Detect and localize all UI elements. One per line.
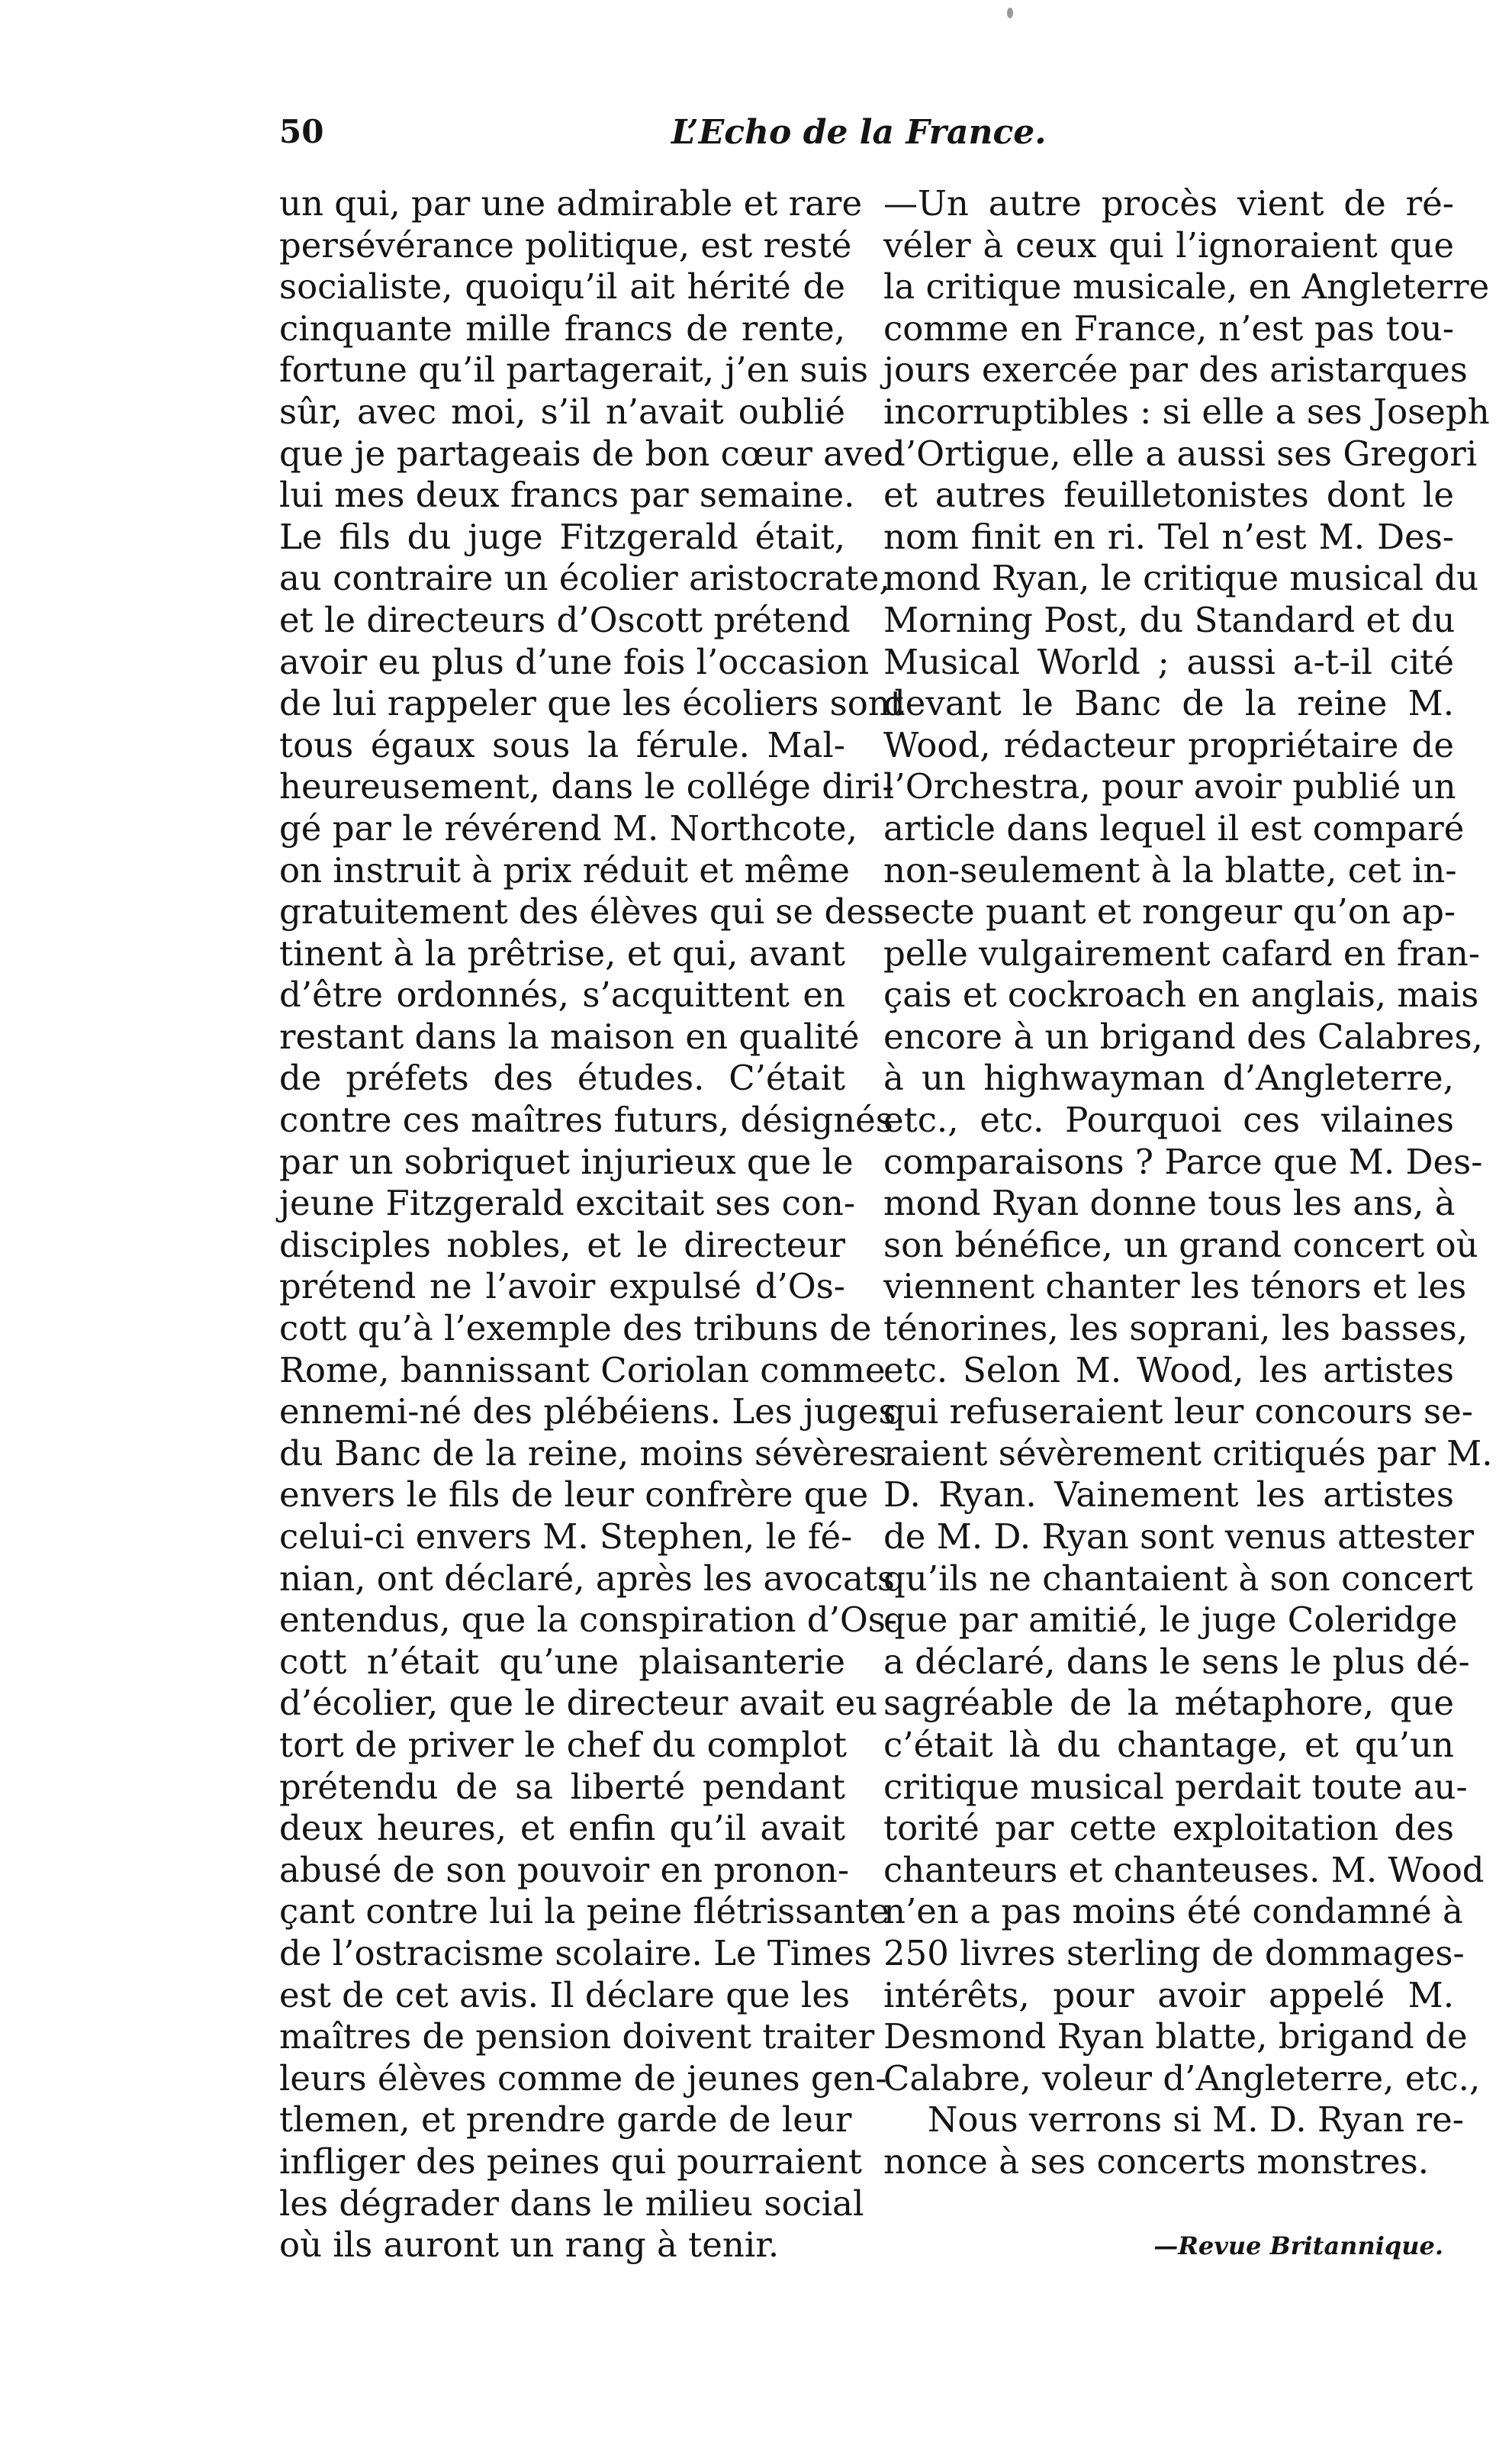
source-signature: —Revue Britannique. bbox=[1153, 2231, 1443, 2260]
text-line: envers le fils de leur confrère que bbox=[279, 1474, 869, 1516]
text-line: ténorines, les soprani, les basses, bbox=[883, 1308, 1469, 1349]
text-line: est de cet avis. Il déclare que les bbox=[279, 1974, 851, 2015]
text-line: secte puant et rongeur qu’on ap- bbox=[883, 891, 1456, 933]
text-line: non-seulement à la blatte, cet in- bbox=[883, 849, 1457, 891]
text-line: Le fils du juge Fitzgerald était, bbox=[279, 516, 845, 557]
text-line: Nous verrons si M. D. Ryan re- bbox=[928, 2099, 1464, 2141]
text-line: n’en a pas moins été condamné à bbox=[883, 1891, 1463, 1932]
text-line: D. Ryan. Vainement les artistes bbox=[883, 1474, 1454, 1516]
text-line: sûr, avec moi, s’il n’avait oublié bbox=[279, 391, 845, 432]
text-line: que je partageais de bon cœur avec bbox=[279, 433, 903, 474]
text-line: disciples nobles, et le directeur bbox=[279, 1224, 845, 1265]
text-line: et autres feuilletonistes dont le bbox=[883, 475, 1454, 516]
text-line: d’écolier, que le directeur avait eu bbox=[279, 1683, 878, 1724]
text-line: chanteurs et chanteuses. M. Wood bbox=[883, 1849, 1485, 1890]
text-line: —Un autre procès vient de ré- bbox=[883, 183, 1454, 224]
text-line: lui mes deux francs par semaine. bbox=[279, 475, 855, 516]
page-number: 50 bbox=[279, 113, 324, 150]
text-line: critique musical perdait toute au- bbox=[883, 1766, 1468, 1807]
text-line: 250 livres sterling de dommages- bbox=[883, 1932, 1465, 1973]
text-line: où ils auront un rang à tenir. bbox=[279, 2224, 780, 2266]
text-line: comme en France, n’est pas tou- bbox=[883, 308, 1454, 349]
text-line: que par amitié, le juge Coleridge bbox=[883, 1599, 1458, 1641]
text-line: intérêts, pour avoir appelé M. bbox=[883, 1974, 1454, 2015]
text-line: cinquante mille francs de rente, bbox=[279, 308, 845, 349]
text-line: comparaisons ? Parce que M. Des- bbox=[883, 1141, 1483, 1182]
text-line: nom finit en ri. Tel n’est M. Des- bbox=[883, 516, 1454, 557]
text-line: on instruit à prix réduit et même bbox=[279, 849, 851, 891]
right-text-column bbox=[883, 183, 1493, 2183]
text-line: véler à ceux qui l’ignoraient que bbox=[883, 224, 1454, 266]
text-line: heureusement, dans le collége diri- bbox=[279, 766, 894, 807]
text-line: nian, ont déclaré, après les avocats bbox=[279, 1558, 896, 1599]
text-line: viennent chanter les ténors et les bbox=[883, 1266, 1467, 1307]
text-line: au contraire un écolier aristocrate, bbox=[279, 558, 890, 599]
text-line: raient sévèrement critiqués par M. bbox=[883, 1432, 1493, 1474]
text-line: c’était là du chantage, et qu’un bbox=[883, 1724, 1454, 1765]
text-line: jours exercée par des aristarques bbox=[883, 350, 1468, 391]
text-line: les dégrader dans le milieu social bbox=[279, 2182, 864, 2224]
text-line: gé par le révérend M. Northcote, bbox=[279, 807, 857, 849]
text-line: de M. D. Ryan sont venus attester bbox=[883, 1516, 1475, 1557]
text-line: tort de priver le chef du complot bbox=[279, 1724, 847, 1765]
text-line: Rome, bannissant Coriolan comme bbox=[279, 1349, 886, 1390]
text-line: tlemen, et prendre garde de leur bbox=[279, 2099, 852, 2141]
text-line: entendus, que la conspiration d’Os- bbox=[279, 1599, 898, 1641]
text-line: avoir eu plus d’une fois l’occasion bbox=[279, 641, 870, 682]
text-line: Musical World ; aussi a-t-il cité bbox=[883, 641, 1454, 682]
ink-smudge bbox=[1007, 8, 1013, 18]
text-line: qui refuseraient leur concours se- bbox=[883, 1391, 1473, 1432]
text-line: de préfets des études. C’était bbox=[279, 1058, 845, 1099]
text-line: sagréable de la métaphore, que bbox=[883, 1683, 1454, 1724]
text-line: incorruptibles : si elle a ses Joseph bbox=[883, 391, 1490, 432]
text-line: contre ces maîtres futurs, désignés bbox=[279, 1100, 893, 1141]
text-line: çant contre lui la peine flétrissante bbox=[279, 1891, 890, 1932]
text-line: tinent à la prêtrise, et qui, avant bbox=[279, 933, 845, 974]
text-line: nonce à ses concerts monstres. bbox=[883, 2141, 1430, 2182]
text-line: abusé de son pouvoir en pronon- bbox=[279, 1849, 850, 1890]
text-line: tous égaux sous la férule. Mal- bbox=[279, 724, 845, 765]
text-line: restant dans la maison en qualité bbox=[279, 1016, 860, 1057]
text-line: un qui, par une admirable et rare bbox=[279, 183, 863, 224]
text-line: devant le Banc de la reine M. bbox=[883, 683, 1454, 724]
text-line: Wood, rédacteur propriétaire de bbox=[883, 724, 1454, 765]
text-line: persévérance politique, est resté bbox=[279, 224, 852, 266]
text-line: prétendu de sa liberté pendant bbox=[279, 1766, 845, 1807]
text-line: de lui rappeler que les écoliers sont bbox=[279, 683, 904, 724]
text-line: l’Orchestra, pour avoir publié un bbox=[883, 766, 1456, 807]
text-line: d’être ordonnés, s’acquittent en bbox=[279, 974, 845, 1016]
text-line: etc., etc. Pourquoi ces vilaines bbox=[883, 1100, 1454, 1141]
text-line: torité par cette exploitation des bbox=[883, 1808, 1454, 1849]
text-line: du Banc de la reine, moins sévères bbox=[279, 1432, 887, 1474]
text-line: de l’ostracisme scolaire. Le Times bbox=[279, 1932, 872, 1973]
text-line: infliger des peines qui pourraient bbox=[279, 2141, 863, 2182]
text-line: cott qu’à l’exemple des tribuns de bbox=[279, 1308, 872, 1349]
text-line: Morning Post, du Standard et du bbox=[883, 599, 1456, 640]
text-line: fortune qu’il partagerait, j’en suis bbox=[279, 350, 869, 391]
text-line: jeune Fitzgerald excitait ses con- bbox=[279, 1183, 856, 1224]
running-title: L’Echo de la France. bbox=[671, 113, 1047, 152]
text-line: la critique musicale, en Angleterre bbox=[883, 266, 1490, 308]
text-line: Calabre, voleur d’Angleterre, etc., bbox=[883, 2057, 1481, 2099]
text-line: gratuitement des élèves qui se des- bbox=[279, 891, 896, 933]
text-line: et le directeurs d’Oscott prétend bbox=[279, 599, 851, 640]
left-text-column bbox=[279, 183, 904, 2266]
text-line: prétend ne l’avoir expulsé d’Os- bbox=[279, 1266, 845, 1307]
text-line: d’Ortigue, elle a aussi ses Gregori bbox=[883, 433, 1478, 474]
text-line: deux heures, et enfin qu’il avait bbox=[279, 1808, 845, 1849]
text-line: maîtres de pension doivent traiter bbox=[279, 2016, 875, 2057]
text-line: qu’ils ne chantaient à son concert bbox=[883, 1558, 1473, 1599]
text-line: à un highwayman d’Angleterre, bbox=[883, 1058, 1454, 1099]
text-line: mond Ryan donne tous les ans, à bbox=[883, 1183, 1456, 1224]
text-line: son bénéfice, un grand concert où bbox=[883, 1224, 1478, 1265]
text-line: celui-ci envers M. Stephen, le fé- bbox=[279, 1516, 853, 1557]
text-line: pelle vulgairement cafard en fran- bbox=[883, 933, 1481, 974]
text-line: cott n’était qu’une plaisanterie bbox=[279, 1641, 845, 1682]
text-line: article dans lequel il est comparé bbox=[883, 807, 1465, 849]
text-line: leurs élèves comme de jeunes gen- bbox=[279, 2057, 887, 2099]
text-line: çais et cockroach en anglais, mais bbox=[883, 974, 1479, 1016]
text-line: par un sobriquet injurieux que le bbox=[279, 1141, 854, 1182]
text-line: Desmond Ryan blatte, brigand de bbox=[883, 2016, 1468, 2057]
text-line: a déclaré, dans le sens le plus dé- bbox=[883, 1641, 1470, 1682]
text-line: ennemi-né des plébéiens. Les juges bbox=[279, 1391, 896, 1432]
text-line: socialiste, quoiqu’il ait hérité de bbox=[279, 266, 845, 308]
text-line: mond Ryan, le critique musical du bbox=[883, 558, 1479, 599]
text-line: encore à un brigand des Calabres, bbox=[883, 1016, 1483, 1057]
text-line: etc. Selon M. Wood, les artistes bbox=[883, 1349, 1454, 1390]
